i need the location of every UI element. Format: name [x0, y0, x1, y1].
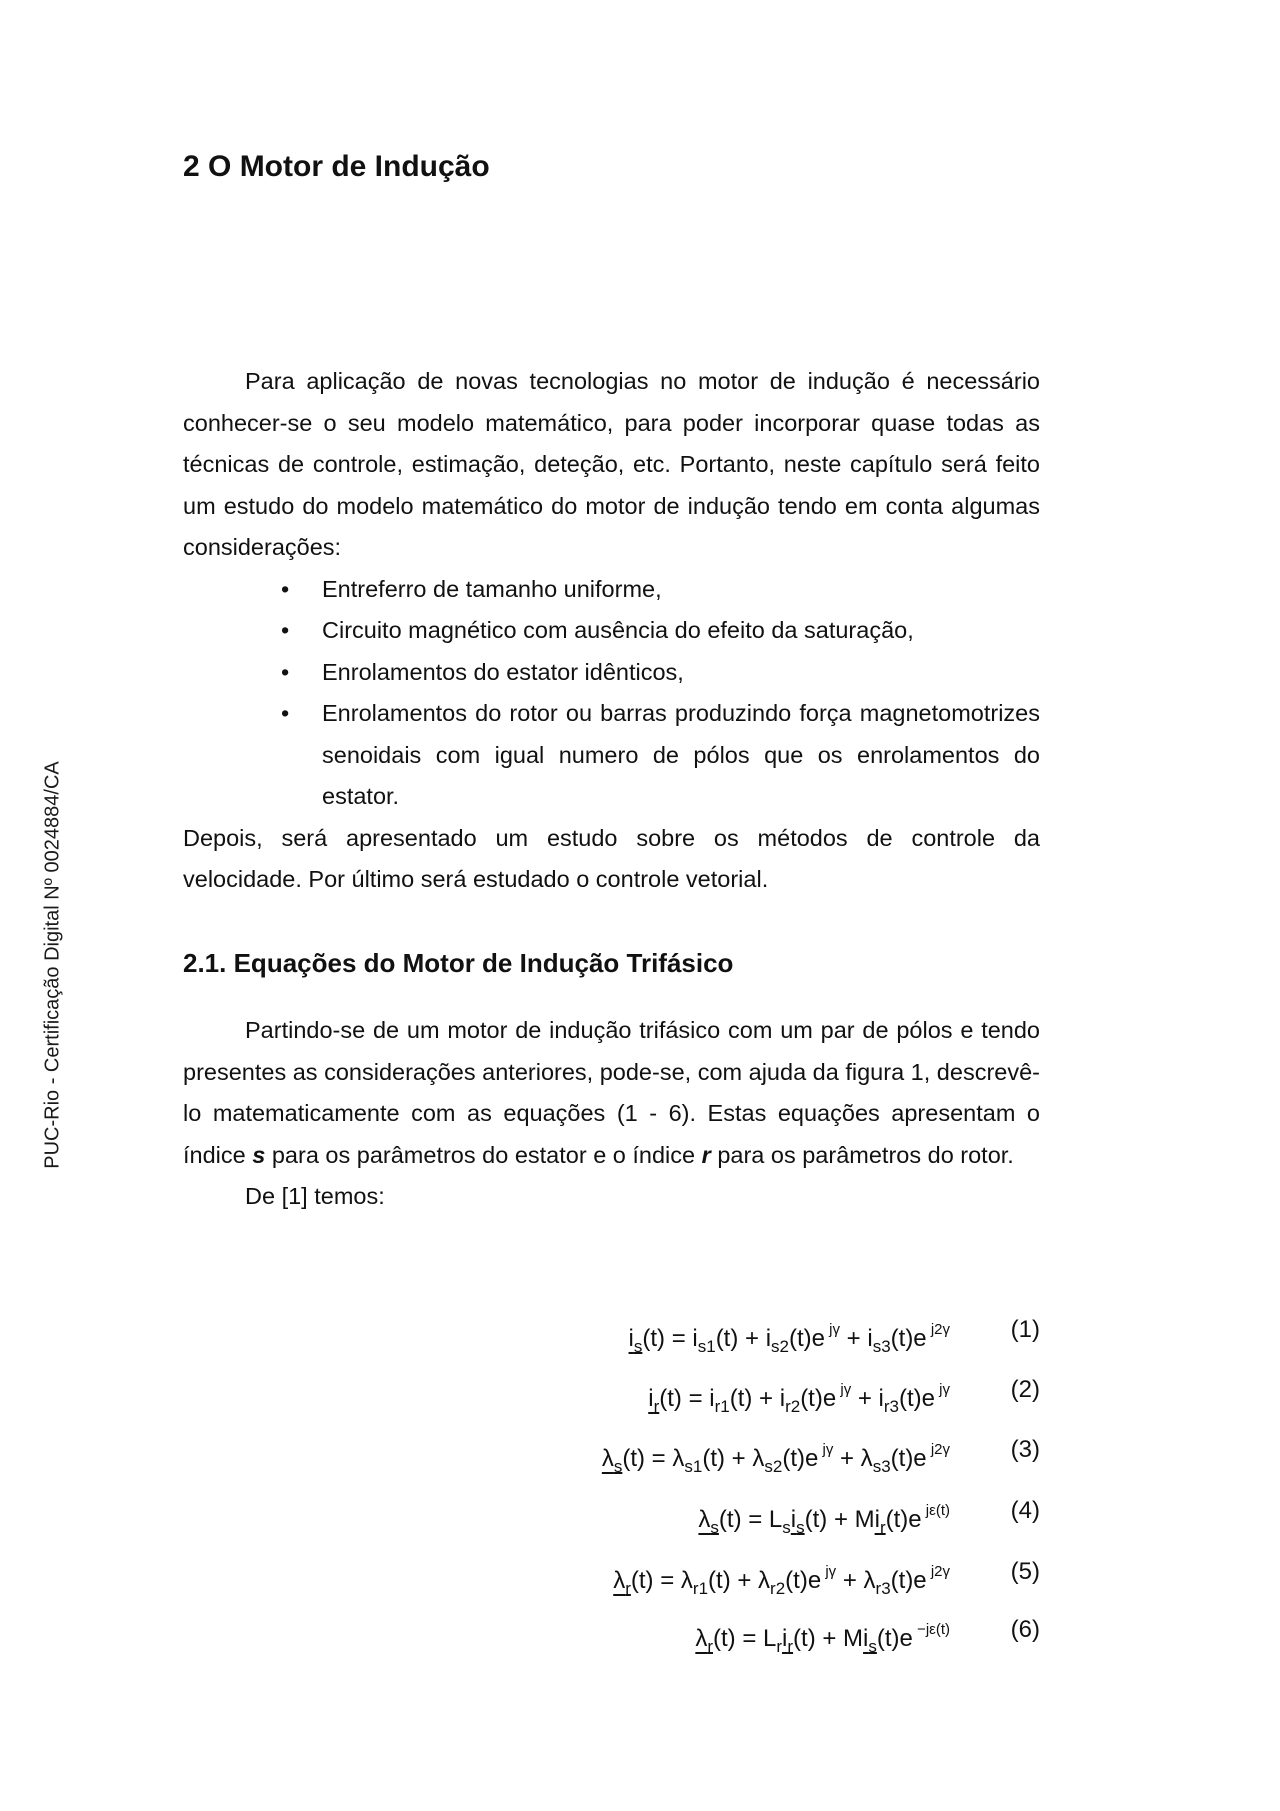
equation-4: $\lambda_s(t) = L_si_s(t) + Mi_r(t)e$ $^{j\varepsilon(t)}$ — [698, 1502, 950, 1537]
equation-5-row — [0, 1552, 1280, 1598]
equation-1: $i_s(t) = i_{s1}(t) + i_{s2}(t)e$ $^{j\gamma} + i_{s3}(t)e$ $^{j2\gamma}$ — [628, 1321, 950, 1356]
equation-5: $\lambda_r(t) = \lambda_{r1}(t) + \lambda_{r2}(t)e$ $^{j\gamma} + \lambda_{r3}(t)e$ $^{j2\gamma}$ — [613, 1563, 950, 1598]
equation-1-row — [0, 1310, 1280, 1356]
reference-line: De [1] temos: — [245, 1183, 385, 1209]
equation-number: (3) — [1010, 1436, 1040, 1463]
equation-4-row — [0, 1491, 1280, 1537]
section-title: 2.1. Equações do Motor de Indução Trifásico — [183, 948, 734, 978]
equation-6-row — [0, 1610, 1280, 1656]
bullet-icon: • — [281, 700, 290, 726]
equation-number: (6) — [1010, 1616, 1040, 1643]
bullet-icon: • — [281, 575, 290, 602]
chapter-title: 2 O Motor de Indução — [183, 150, 490, 183]
intro-paragraph: Para aplicação de novas tecnologias no motor de indução é necessário conhecer-se o seu modelo matemático, para poder incorporar quase todas as técnicas de controle, estimação, deteção, etc. Portanto, neste capítulo será feito um estudo do modelo matemático do motor de indução tendo em conta algumas considerações: — [183, 368, 1040, 560]
paragraph-text: Partindo-se de um motor de indução trifásico com um par de pólos e tendo presentes as considerações anteriores, pode-se, com ajuda da figura 1, descrevê-lo matematicamente com as equações (1 - 6). Estas equações apresentam o índice — [183, 1017, 1040, 1168]
considerations-list — [183, 569, 1040, 818]
list-item — [183, 569, 1040, 611]
list-item-text: Enrolamentos do rotor ou barras produzindo força magnetomotrizes senoidais com igual numero de pólos que os enrolamentos do estator. — [322, 700, 1040, 809]
equation-number: (2) — [1010, 1376, 1040, 1403]
equation-2-row — [0, 1370, 1280, 1416]
paragraph-text: para os parâmetros do rotor. — [710, 1141, 1014, 1168]
list-item-text: Enrolamentos do estator idênticos, — [322, 658, 684, 685]
bullet-icon: • — [281, 658, 290, 685]
list-item — [183, 610, 1040, 652]
equation-3: $\lambda_s(t) = \lambda_{s1}(t) + \lambda_{s2}(t)e$ $^{j\gamma} + \lambda_{s3}(t)e$ $^{j2\gamma}$ — [601, 1441, 950, 1476]
paragraph-text: para os parâmetros do estator e o índice — [265, 1141, 702, 1168]
equation-number: (1) — [1010, 1316, 1040, 1343]
certification-stamp: PUC-Rio - Certificação Digital Nº 0024884/CA — [41, 761, 64, 1169]
intro-section — [183, 361, 1040, 901]
list-item-text: Circuito magnético com ausência do efeito da saturação, — [322, 617, 914, 643]
stator-index: s — [252, 1141, 266, 1168]
section-paragraph — [183, 1010, 1040, 1176]
section-body — [183, 1010, 1040, 1218]
after-paragraph: Depois, será apresentado um estudo sobre os métodos de controle da velocidade. Por último será estudado o controle vetorial. — [183, 824, 1040, 892]
rotor-index: r — [701, 1141, 711, 1168]
list-item-text: Entreferro de tamanho uniforme, — [322, 575, 662, 602]
equation-number: (4) — [1010, 1497, 1040, 1524]
equation-3-row — [0, 1430, 1280, 1476]
equation-2: $i_r(t) = i_{r1}(t) + i_{r2}(t)e$ $^{j\gamma} + i_{r3}(t)e$ $^{j\gamma}$ — [648, 1381, 950, 1416]
bullet-icon: • — [281, 617, 290, 643]
list-item — [183, 693, 1040, 818]
equation-6: $\lambda_r(t) = L_ri_r(t) + Mi_s(t)e$ $^{-j\varepsilon(t)}$ — [695, 1621, 950, 1656]
equation-number: (5) — [1010, 1558, 1040, 1585]
list-item — [183, 652, 1040, 694]
